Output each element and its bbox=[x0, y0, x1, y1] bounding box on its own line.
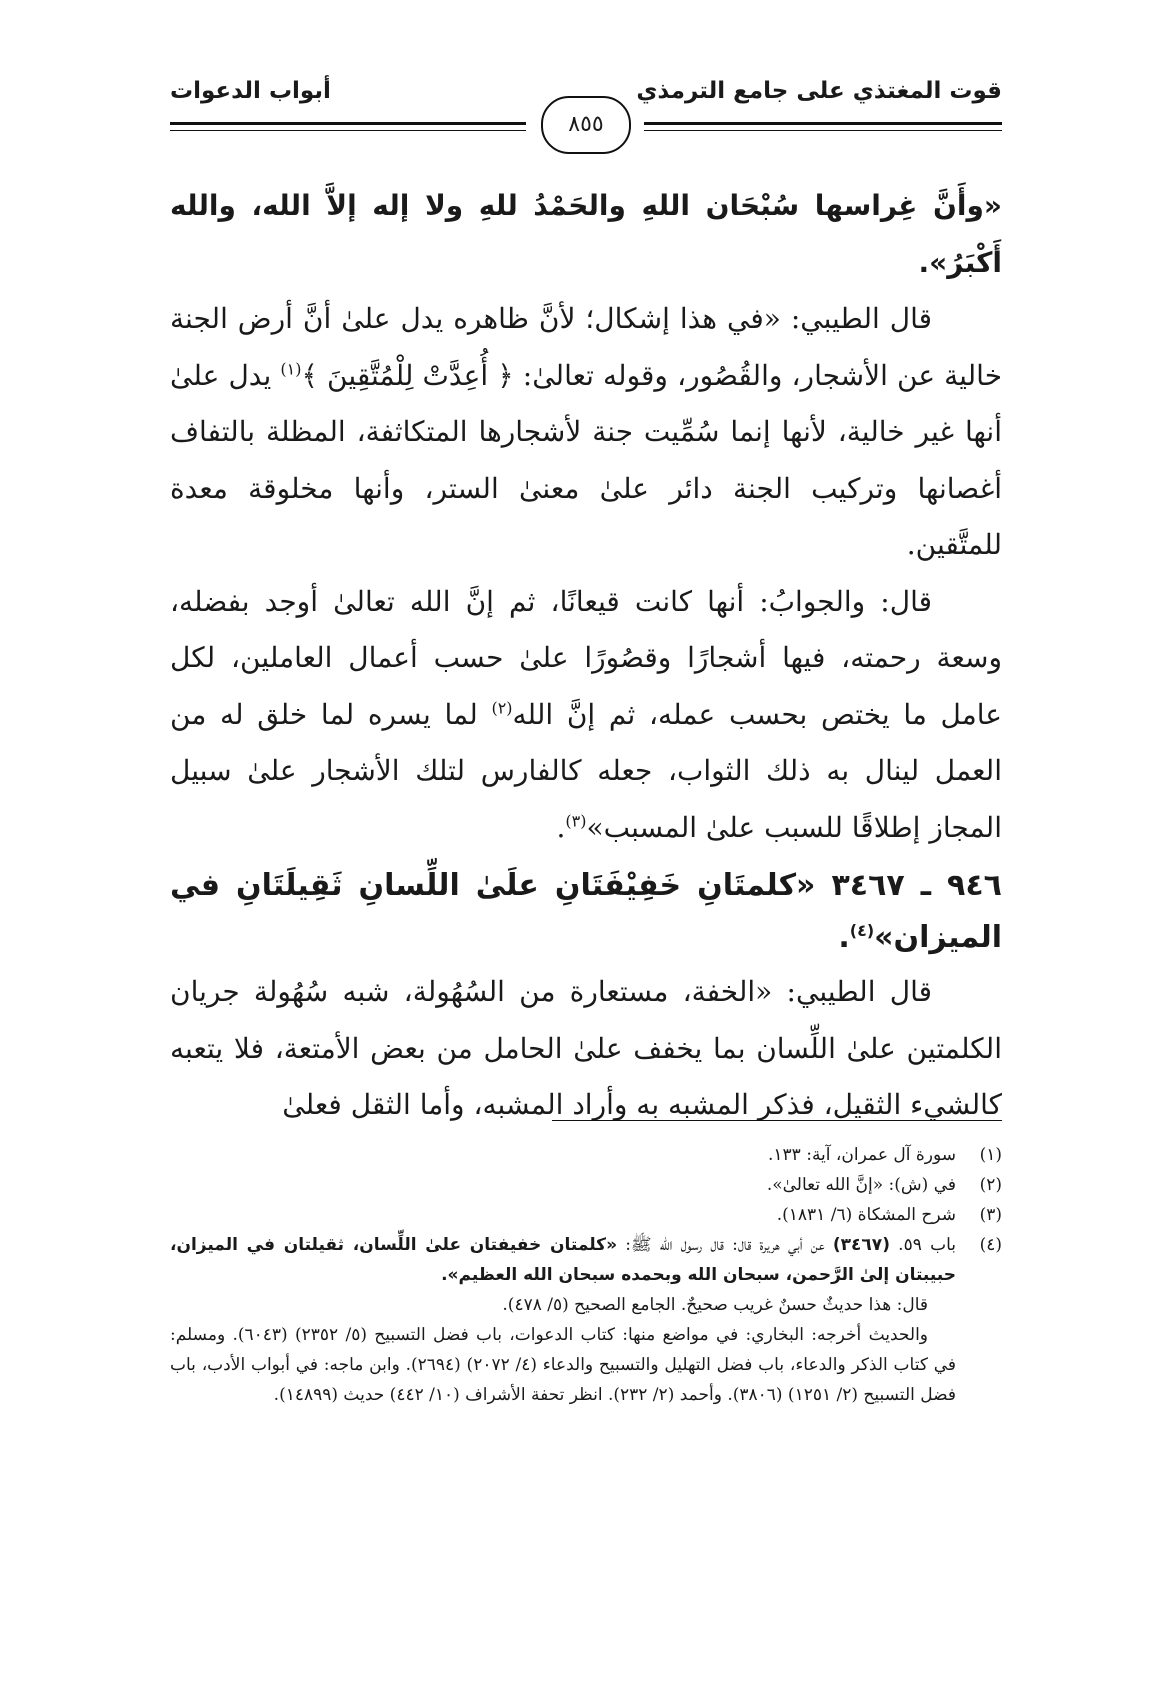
paragraph-text: . bbox=[556, 810, 566, 844]
footnote-continuation: والحديث أخرجه: البخاري: في مواضع منها: كتاب الدعوات، باب فضل التسبيح (٥/ ٢٣٥٢) (٦٠٤٣). ومسلم: في كتاب الذكر والدعاء، باب فضل التهليل والتسبيح والدعاء (٤/ ٢٠٧٢) (٢٦٩٤). وابن ماجه: في أبواب الأدب، باب فضل التسبيح (٢/ ١٢٥١) (٣٨٠٦). وأحمد (٢/ ٢٣٢). انظر تحفة الأشراف (١٠/ ٤٤٢) حديث (١٤٨٩٩). bbox=[170, 1325, 957, 1405]
paragraph-tibi-1 bbox=[170, 291, 1002, 574]
footnote bbox=[170, 1140, 1002, 1170]
footnote-ref[interactable]: (١) bbox=[280, 359, 302, 379]
footnote-number: (١) bbox=[979, 1145, 1002, 1165]
footnote-ref[interactable]: (٢) bbox=[491, 698, 513, 718]
footnote-text: شرح المشكاة (٦/ ١٨٣١). bbox=[776, 1205, 956, 1225]
paragraph-tibi-2: قال الطيبي: «الخفة، مستعارة من السُهُولة، شبه سُهُولة جريان الكلمتين علىٰ اللِّسان بما يخفف علىٰ الحامل من بعض الأمتعة، فلا يتعبه كالشيء الثقيل، فذكر المشبه به وأراد المشبه، وأما الثقل فعلىٰ bbox=[170, 975, 1002, 1121]
footnote-continuation: قال: هذا حديثٌ حسنٌ غريب صحيحٌ. الجامع الصحيح (٥/ ٤٧٨). bbox=[502, 1295, 928, 1315]
page-number: ٨٥٥ bbox=[541, 96, 631, 154]
footnote bbox=[170, 1230, 1002, 1290]
footnote-text: عن أبي هريرة قال: قال رسول الله ﷺ: bbox=[617, 1235, 833, 1255]
book-title: قوت المغتذي على جامع الترمذي bbox=[636, 78, 1002, 104]
hadith-number: (٣٤٦٧) bbox=[832, 1235, 890, 1255]
footnote-ref[interactable]: (٤) bbox=[849, 921, 875, 940]
paragraph-text: يدل علىٰ أنها غير خالية، لأنها إنما سُمِّيت جنة لأشجارها المتكاثفة، المظلة بالتفاف أغصانها وتركيب الجنة دائر علىٰ معنىٰ الستر، وأنها مخلوقة معدة للمتَّقين. bbox=[170, 358, 1002, 561]
main-text bbox=[170, 178, 1002, 1134]
paragraph-text: قال: والجوابُ: أنها كانت قيعانًا، ثم إنَّ الله تعالىٰ أوجد بفضله، وسعة رحمته، فيها أشجارًا وقصُورًا علىٰ حسب أعمال العاملين، لكل عامل ما يختص بحسب عمله، ثم إنَّ الله bbox=[170, 584, 1003, 731]
hadith-text: «وأَنَّ غِراسها سُبْحَان اللهِ والحَمْدُ للهِ ولا إله إلاَّ الله، والله أَكْبَرُ». bbox=[170, 189, 1002, 279]
running-header bbox=[170, 78, 1002, 158]
chapter-title: أبواب الدعوات bbox=[170, 78, 331, 104]
header-rule-right bbox=[644, 122, 1002, 131]
footnote-number: (٣) bbox=[979, 1205, 1002, 1225]
footnote bbox=[170, 1170, 1002, 1200]
footnote-text: في (ش): «إنَّ الله تعالىٰ». bbox=[766, 1175, 956, 1195]
hadith-quote: «كلمتان خفيفتان علىٰ اللِّسان، ثقيلتان في الميزان، حبيبتان إلىٰ الرَّحمن، سبحان الله وبحمده سبحان الله العظيم». bbox=[170, 1235, 956, 1285]
header-rule-left bbox=[170, 122, 526, 131]
heading-end: . bbox=[838, 920, 850, 955]
hadith-heading bbox=[170, 860, 1002, 964]
paragraph-text: قال الطيبي: «في هذا إشكال؛ لأنَّ ظاهره يدل علىٰ أنَّ أرض الجنة خالية عن الأشجار، والقُصُور، وقوله تعالىٰ: ﴿ أُعِدَّتْ لِلْمُتَّقِينَ ﴾ bbox=[170, 302, 1002, 392]
footnote-ref[interactable]: (٣) bbox=[565, 811, 587, 831]
footnotes bbox=[170, 1140, 1002, 1410]
footnote-text: باب ٥٩. bbox=[889, 1235, 956, 1255]
footnote-number: (٤) bbox=[979, 1235, 1002, 1255]
footnote-text: سورة آل عمران، آية: ١٣٣. bbox=[768, 1145, 956, 1165]
footnote-separator bbox=[552, 1120, 1002, 1121]
footnote-number: (٢) bbox=[979, 1175, 1002, 1195]
paragraph-answer bbox=[170, 574, 1002, 857]
footnote bbox=[170, 1200, 1002, 1230]
paragraph-text: لما يسره لما خلق له من العمل لينال به ذلك الثواب، جعله كالفارس لتلك الأشجار علىٰ سبيل المجاز إطلاقًا للسبب علىٰ المسبب» bbox=[170, 697, 1002, 844]
heading-text: ٩٤٦ ـ ٣٤٦٧ «كلمتَانِ خَفِيْفَتَانِ علَىٰ اللِّسانِ ثَقِيلَتَانِ في الميزان» bbox=[170, 868, 1002, 955]
